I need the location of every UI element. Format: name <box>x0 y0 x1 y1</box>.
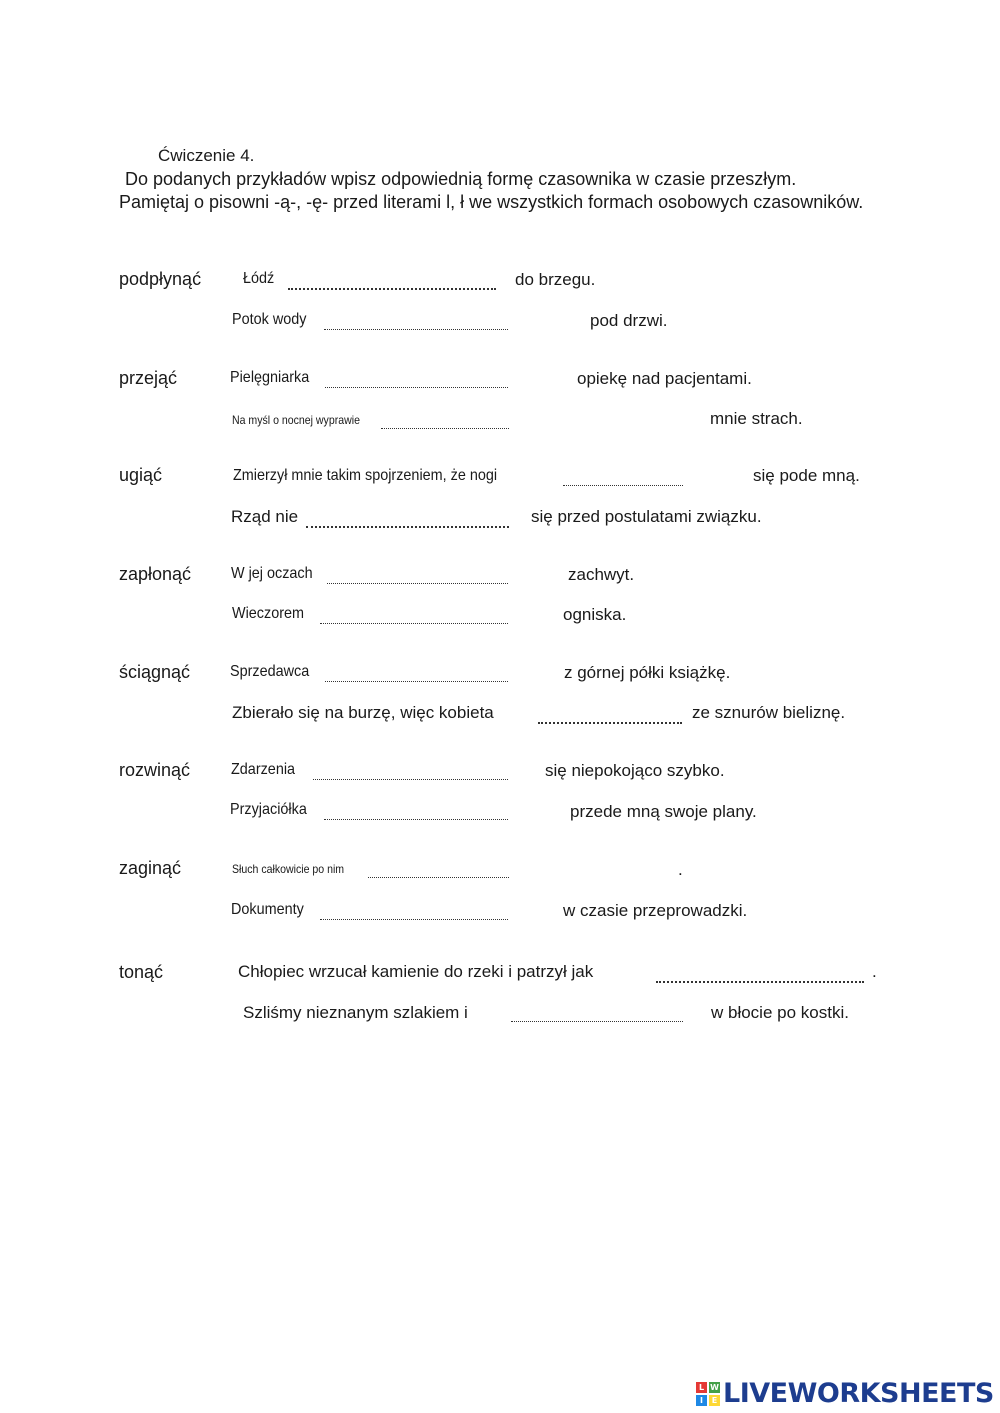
sentence-start: Potok wody <box>232 311 307 328</box>
instruction-line-1: Do podanych przykładów wpisz odpowiednią formę czasownika w czasie przeszłym. <box>125 169 797 189</box>
sentence-end: przede mną swoje plany. <box>570 802 757 821</box>
verb-label: przejąć <box>119 368 178 388</box>
instructions <box>119 168 879 214</box>
verb-label: ugiąć <box>119 465 163 485</box>
answer-blank[interactable] <box>368 857 509 878</box>
logo-mark-tile: L <box>696 1382 707 1393</box>
exercise-title: Ćwiczenie 4. <box>158 146 255 165</box>
answer-blank[interactable] <box>381 408 509 429</box>
sentence-start: Zmierzył mnie takim spojrzeniem, że nogi <box>233 467 498 484</box>
sentence-start: Chłopiec wrzucał kamienie do rzeki i patrzył jak <box>238 962 594 981</box>
answer-blank[interactable] <box>325 661 508 682</box>
answer-blank[interactable] <box>320 899 508 920</box>
sentence-start: Słuch całkowicie po nim <box>232 862 345 876</box>
verb-label: zapłonąć <box>119 564 192 584</box>
sentence-end: w błocie po kostki. <box>711 1003 849 1022</box>
answer-blank[interactable] <box>563 465 683 486</box>
answer-blank[interactable] <box>325 367 508 388</box>
answer-blank[interactable] <box>320 603 508 624</box>
answer-blank[interactable] <box>313 759 508 780</box>
sentence-start: W jej oczach <box>231 565 313 582</box>
logo-text: LIVEWORKSHEETS <box>723 1378 994 1409</box>
sentence-start: Na myśl o nocnej wyprawie <box>232 413 360 427</box>
sentence-end: ze sznurów bieliznę. <box>692 703 846 722</box>
answer-blank[interactable] <box>511 1001 683 1022</box>
sentence-start: Rząd nie <box>231 507 299 526</box>
sentence-end: się niepokojąco szybko. <box>545 761 725 780</box>
answer-blank[interactable] <box>538 702 682 724</box>
answer-blank[interactable] <box>324 799 508 820</box>
sentence-end: mnie strach. <box>710 409 803 428</box>
logo-mark-tile: I <box>696 1395 707 1406</box>
sentence-start: Sprzedawca <box>230 663 310 680</box>
sentence-start: Dokumenty <box>231 901 304 918</box>
answer-blank[interactable] <box>656 961 864 983</box>
sentence-end: do brzegu. <box>515 270 596 289</box>
sentence-end: się przed postulatami związku. <box>531 507 762 526</box>
liveworksheets-logo <box>696 1378 994 1409</box>
instruction-line-2: Pamiętaj o pisowni -ą-, -ę- przed literami l, ł we wszystkich formach osobowych czasowników. <box>119 192 864 212</box>
sentence-end: ogniska. <box>563 605 627 624</box>
answer-blank[interactable] <box>327 563 508 584</box>
answer-blank[interactable] <box>288 268 496 290</box>
verb-label: ściągnąć <box>119 662 191 682</box>
sentence-start: Przyjaciółka <box>230 801 307 818</box>
sentence-end: opiekę nad pacjentami. <box>577 369 752 388</box>
verb-label: zaginąć <box>119 858 182 878</box>
sentence-end: zachwyt. <box>568 565 635 584</box>
verb-label: podpłynąć <box>119 269 202 289</box>
verb-label: tonąć <box>119 962 164 982</box>
sentence-start: Zbierało się na burzę, więc kobieta <box>232 703 494 722</box>
sentence-end: . <box>872 962 877 981</box>
sentence-end: pod drzwi. <box>590 311 668 330</box>
logo-mark-tile: W <box>710 1382 719 1392</box>
sentence-start: Łódź <box>243 270 275 287</box>
sentence-end: . <box>678 860 683 879</box>
logo-mark-icon <box>696 1382 720 1406</box>
verb-label: rozwinąć <box>119 760 191 780</box>
sentence-start: Zdarzenia <box>231 761 296 778</box>
sentence-end: w czasie przeprowadzki. <box>563 901 748 920</box>
answer-blank[interactable] <box>324 309 508 330</box>
sentence-start: Pielęgniarka <box>230 369 310 386</box>
sentence-start: Wieczorem <box>232 605 305 622</box>
answer-blank[interactable] <box>306 506 509 528</box>
logo-mark-tile: E <box>709 1395 720 1406</box>
sentence-start: Szliśmy nieznanym szlakiem i <box>243 1003 468 1022</box>
sentence-end: z górnej półki książkę. <box>564 663 731 682</box>
sentence-end: się pode mną. <box>753 466 860 485</box>
